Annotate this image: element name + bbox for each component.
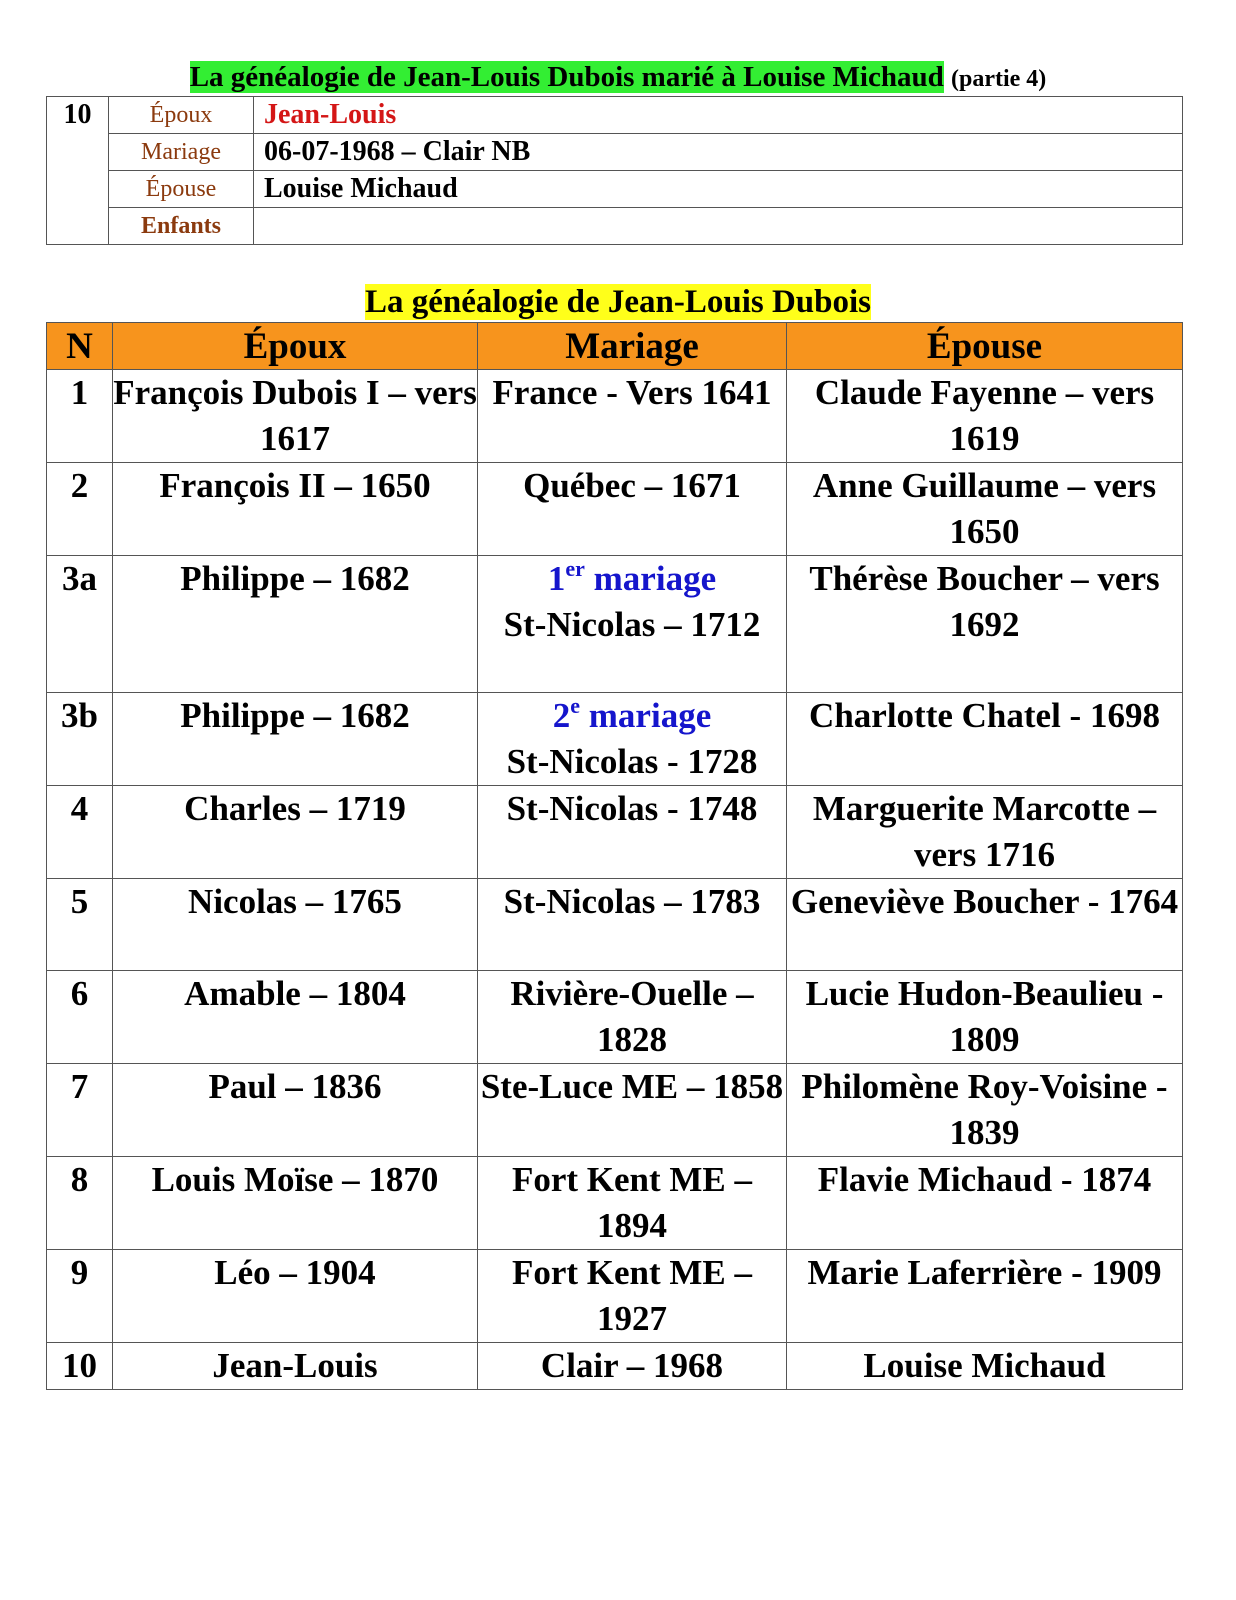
marriage-place-date: St-Nicolas – 1712 <box>503 605 761 644</box>
row-epoux: Léo – 1904 <box>113 1250 478 1343</box>
genealogy-row <box>47 879 1183 971</box>
summary-label: Époux <box>109 97 254 134</box>
marriage-place-date: St-Nicolas - 1748 <box>506 789 758 828</box>
genealogy-table <box>46 322 1183 1390</box>
summary-row <box>47 208 1183 245</box>
marriage-order-number: 1 <box>547 559 566 598</box>
row-epouse: Philomène Roy-Voisine - 1839 <box>787 1064 1183 1157</box>
row-epouse: Louise Michaud <box>787 1343 1183 1390</box>
marriage-order-suffix: e <box>570 693 581 718</box>
genealogy-row <box>47 370 1183 463</box>
row-number: 4 <box>47 786 113 879</box>
marriage-order <box>478 556 786 602</box>
summary-value: Louise Michaud <box>254 171 1183 208</box>
row-mariage <box>478 693 787 786</box>
page-title <box>0 58 1236 98</box>
marriage-place-date: Ste-Luce ME – 1858 <box>480 1067 784 1106</box>
summary-table <box>46 96 1183 245</box>
marriage-place-date: Québec – 1671 <box>523 466 741 505</box>
row-epouse: Thérèse Boucher – vers 1692 <box>787 556 1183 693</box>
row-epouse: Marguerite Marcotte – vers 1716 <box>787 786 1183 879</box>
genealogy-row <box>47 463 1183 556</box>
marriage-order-label: mariage <box>593 559 717 598</box>
page-title-part: (partie 4) <box>951 66 1047 92</box>
marriage-place-date: Rivière-Ouelle – 1828 <box>510 974 754 1059</box>
row-epoux: Amable – 1804 <box>113 971 478 1064</box>
marriage-order-number: 2 <box>552 696 571 735</box>
row-mariage <box>478 1064 787 1157</box>
row-number: 3b <box>47 693 113 786</box>
row-mariage <box>478 879 787 971</box>
row-number: 7 <box>47 1064 113 1157</box>
row-mariage <box>478 370 787 463</box>
marriage-place-date: Fort Kent ME – 1927 <box>511 1253 753 1338</box>
genealogy-row <box>47 971 1183 1064</box>
row-epoux: François Dubois I – vers 1617 <box>113 370 478 463</box>
genealogy-header-row <box>47 323 1183 370</box>
column-header-epoux: Époux <box>113 323 478 370</box>
row-epouse: Claude Fayenne – vers 1619 <box>787 370 1183 463</box>
row-epouse: Geneviève Boucher - 1764 <box>787 879 1183 971</box>
row-number: 6 <box>47 971 113 1064</box>
genealogy-row <box>47 556 1183 693</box>
summary-row <box>47 171 1183 208</box>
row-epoux: Louis Moïse – 1870 <box>113 1157 478 1250</box>
summary-row <box>47 97 1183 134</box>
summary-row <box>47 134 1183 171</box>
genealogy-row <box>47 1343 1183 1390</box>
row-epoux: Charles – 1719 <box>113 786 478 879</box>
row-epouse: Marie Laferrière - 1909 <box>787 1250 1183 1343</box>
row-epoux: Jean-Louis <box>113 1343 478 1390</box>
genealogy-body <box>47 370 1183 1390</box>
marriage-order-label: mariage <box>588 696 712 735</box>
row-mariage <box>478 463 787 556</box>
summary-label: Mariage <box>109 134 254 171</box>
row-mariage <box>478 1343 787 1390</box>
row-epouse: Charlotte Chatel - 1698 <box>787 693 1183 786</box>
genealogy-row <box>47 786 1183 879</box>
row-epouse: Lucie Hudon-Beaulieu - 1809 <box>787 971 1183 1064</box>
marriage-place-date: France - Vers 1641 <box>492 373 772 412</box>
marriage-place-date: Fort Kent ME – 1894 <box>511 1160 753 1245</box>
column-header-n: N <box>47 323 113 370</box>
row-number: 5 <box>47 879 113 971</box>
row-number: 1 <box>47 370 113 463</box>
row-epoux: Philippe – 1682 <box>113 556 478 693</box>
genealogy-row <box>47 1250 1183 1343</box>
summary-label: Enfants <box>109 208 254 245</box>
row-number: 9 <box>47 1250 113 1343</box>
row-mariage <box>478 1250 787 1343</box>
row-number: 2 <box>47 463 113 556</box>
marriage-place-date: St-Nicolas - 1728 <box>506 742 758 781</box>
page-title-text: La généalogie de Jean-Louis Dubois marié à Louise Michaud <box>189 61 944 93</box>
row-mariage <box>478 786 787 879</box>
marriage-place-date: Clair – 1968 <box>540 1346 724 1385</box>
summary-generation: 10 <box>47 97 109 245</box>
row-epoux: Nicolas – 1765 <box>113 879 478 971</box>
row-epoux: Paul – 1836 <box>113 1064 478 1157</box>
summary-value: Jean-Louis <box>254 97 1183 134</box>
summary-value: 06-07-1968 – Clair NB <box>254 134 1183 171</box>
column-header-epouse: Épouse <box>787 323 1183 370</box>
row-mariage <box>478 556 787 693</box>
row-epouse: Anne Guillaume – vers 1650 <box>787 463 1183 556</box>
row-epoux: François II – 1650 <box>113 463 478 556</box>
row-mariage <box>478 971 787 1064</box>
marriage-place-date: St-Nicolas – 1783 <box>503 882 761 921</box>
row-number: 10 <box>47 1343 113 1390</box>
column-header-mariage: Mariage <box>478 323 787 370</box>
genealogy-row <box>47 693 1183 786</box>
row-epouse: Flavie Michaud - 1874 <box>787 1157 1183 1250</box>
row-mariage <box>478 1157 787 1250</box>
genealogy-row <box>47 1064 1183 1157</box>
marriage-order <box>478 693 786 739</box>
row-number: 8 <box>47 1157 113 1250</box>
genealogy-row <box>47 1157 1183 1250</box>
genealogy-title <box>0 282 1236 322</box>
genealogy-title-text: La généalogie de Jean-Louis Dubois <box>364 284 872 320</box>
row-epoux: Philippe – 1682 <box>113 693 478 786</box>
summary-label: Épouse <box>109 171 254 208</box>
summary-value <box>254 208 1183 245</box>
marriage-order-suffix: er <box>565 556 585 581</box>
row-number: 3a <box>47 556 113 693</box>
